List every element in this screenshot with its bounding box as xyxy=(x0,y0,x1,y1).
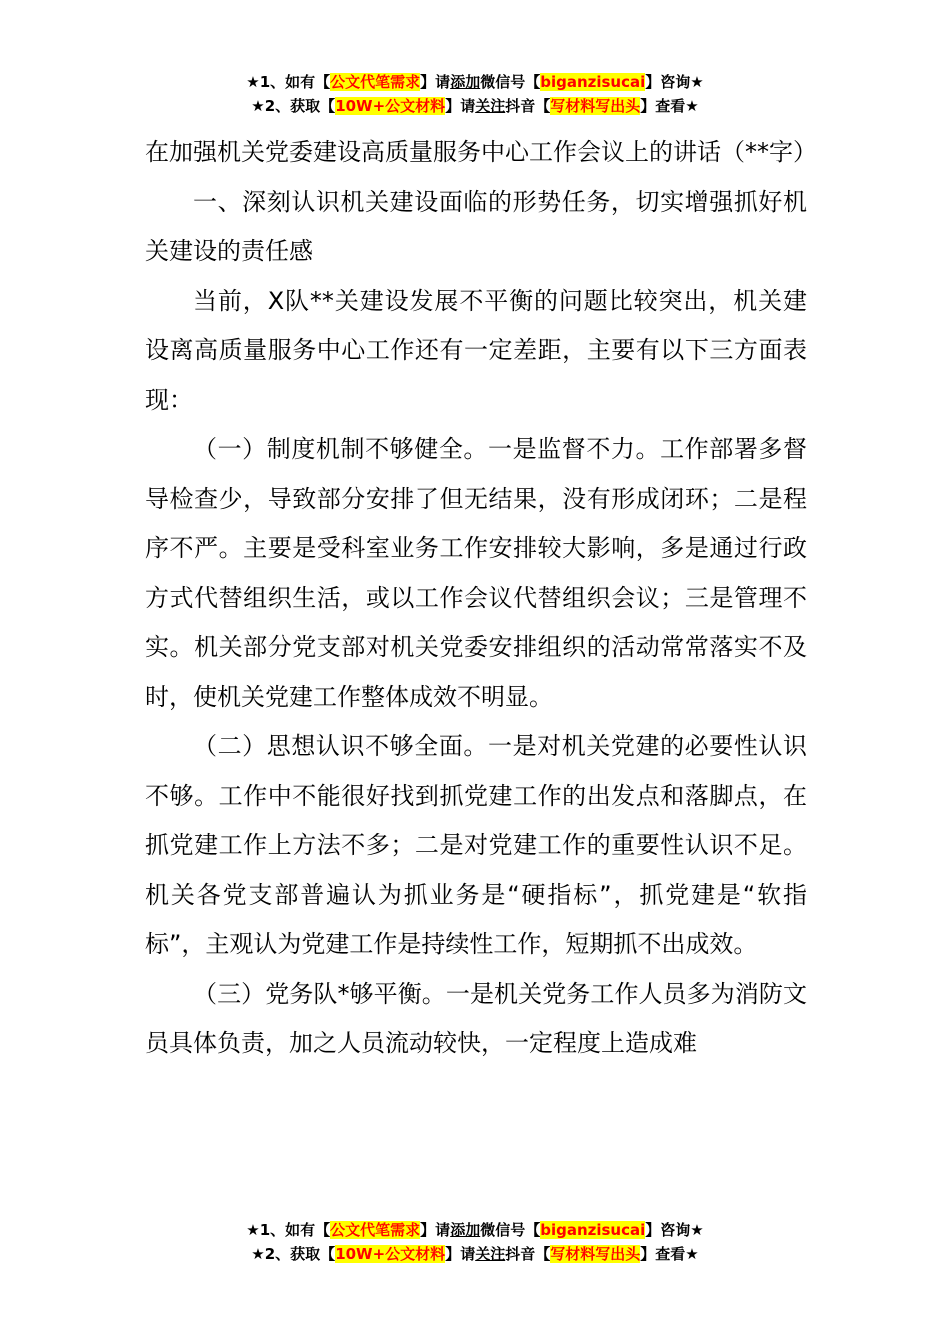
paragraph: 当前，X队**关建设发展不平衡的问题比较突出，机关建设离高质量服务中心工作还有一定差距，主要有以下三方面表现： xyxy=(145,286,807,414)
notice-text: ★2、获取【 xyxy=(251,1245,336,1263)
highlight-service: 公文代笔需求 xyxy=(330,1221,421,1239)
highlight-wechat-id: biganzisucai xyxy=(540,1221,646,1239)
underlined-text: 添加 xyxy=(450,1221,481,1239)
notice-text: 】请 xyxy=(445,1245,476,1263)
notice-text: 微信号【 xyxy=(480,73,541,91)
notice-text: 】请 xyxy=(445,97,476,115)
highlight-wechat-id: biganzisucai xyxy=(540,73,646,91)
document-body xyxy=(145,128,817,1069)
underlined-text: 关注 xyxy=(475,97,506,115)
highlight-materials: 10W+公文材料 xyxy=(335,97,446,115)
underlined-text: 关注 xyxy=(475,1245,506,1263)
notice-text: 】请 xyxy=(420,1221,451,1239)
section-heading: 一、深刻认识机关建设面临的形势任务，切实增强抓好机关建设的责任感 xyxy=(145,187,807,265)
notice-text: ★2、获取【 xyxy=(251,97,336,115)
notice-text: 】咨询★ xyxy=(645,1221,704,1239)
underlined-text: 添加 xyxy=(450,73,481,91)
notice-line-2 xyxy=(0,94,950,118)
notice-text: 抖音【 xyxy=(505,1245,551,1263)
document-title: 在加强机关党委建设高质量服务中心工作会议上的讲话（**字） xyxy=(145,138,817,166)
highlight-service: 公文代笔需求 xyxy=(330,73,421,91)
paragraph: （三）党务队*够平衡。一是机关党务工作人员多为消防文员具体负责，加之人员流动较快，一定程度上造成难 xyxy=(145,979,807,1057)
notice-line-1 xyxy=(0,1218,950,1242)
paragraph: （一）制度机制不够健全。一是监督不力。工作部署多督导检查少，导致部分安排了但无结果，没有形成闭环；二是程序不严。主要是受科室业务工作安排较大影响，多是通过行政方式代替组织生活，或以工作会议代替组织会议；三是管理不实。机关部分党支部对机关党委安排组织的活动常常落实不及时，使机关党建工作整体成效不明显。 xyxy=(145,435,807,711)
notice-text: 】查看★ xyxy=(640,1245,699,1263)
notice-text: 】查看★ xyxy=(640,97,699,115)
notice-line-1 xyxy=(0,70,950,94)
notice-text: ★1、如有【 xyxy=(246,73,331,91)
notice-text: 微信号【 xyxy=(480,1221,541,1239)
highlight-douyin-account: 写材料写出头 xyxy=(550,1245,641,1263)
highlight-douyin-account: 写材料写出头 xyxy=(550,97,641,115)
notice-text: 】咨询★ xyxy=(645,73,704,91)
notice-line-2 xyxy=(0,1242,950,1266)
highlight-materials: 10W+公文材料 xyxy=(335,1245,446,1263)
notice-text: 抖音【 xyxy=(505,97,551,115)
top-notice-banner xyxy=(0,70,950,118)
bottom-notice-banner xyxy=(0,1218,950,1266)
paragraph: （二）思想认识不够全面。一是对机关党建的必要性认识不够。工作中不能很好找到抓党建工作的出发点和落脚点，在抓党建工作上方法不多；二是对党建工作的重要性认识不足。机关各党支部普遍认为抓业务是“硬指标”，抓党建是“软指标”，主观认为党建工作是持续性工作，短期抓不出成效。 xyxy=(145,732,807,958)
notice-text: ★1、如有【 xyxy=(246,1221,331,1239)
notice-text: 】请 xyxy=(420,73,451,91)
